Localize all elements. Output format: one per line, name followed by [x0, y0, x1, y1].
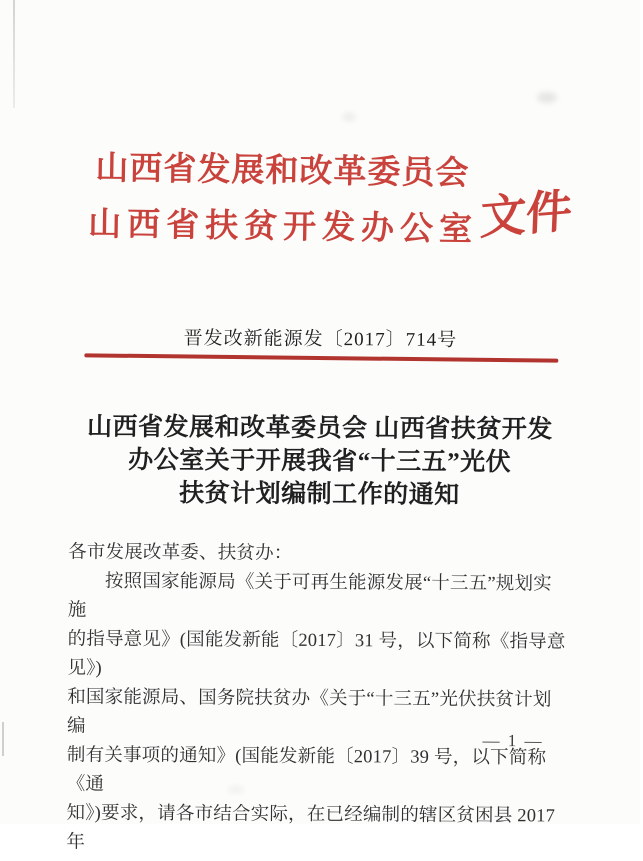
notice-body [66, 538, 568, 860]
notice-title-line: 山西省发展和改革委员会 山西省扶贫开发 [86, 413, 553, 444]
document-reference-number: 晋发改新能源发〔2017〕714号 [183, 328, 458, 351]
letterhead-org-name-line2: 山西省扶贫开发办公室 [87, 206, 479, 249]
paragraph-line: 和国家能源局、国务院扶贫办《关于“十三五”光伏扶贫计划编 [67, 687, 552, 737]
salutation-line: 各市发展改革委、扶贫办： [68, 542, 293, 564]
notice-title-line: 办公室关于开展我省“十三五”光伏 [128, 446, 512, 477]
letterhead-doc-type-label: 文件 [479, 185, 573, 244]
notice-title [0, 410, 640, 513]
paragraph-line: 按照国家能源局《关于可再生能源发展“十三五”规划实施 [67, 571, 552, 621]
paragraph-line: 的指导意见》(国能发新能〔2017〕31 号，以下简称《指导意见》) [67, 629, 566, 679]
paragraph-line: 制有关事项的通知》(国能发新能〔2017〕39 号，以下简称《通 [66, 745, 547, 795]
letterhead-org-name-line1: 山西省发展和改革委员会 [95, 150, 470, 193]
notice-title-line: 扶贫计划编制工作的通知 [179, 480, 460, 509]
red-divider-rule [84, 353, 558, 362]
paragraph-line: 知》)要求，请各市结合实际，在已经编制的辖区贫困县 2017 年 [66, 803, 556, 853]
page-number: — 1 — [482, 730, 544, 751]
